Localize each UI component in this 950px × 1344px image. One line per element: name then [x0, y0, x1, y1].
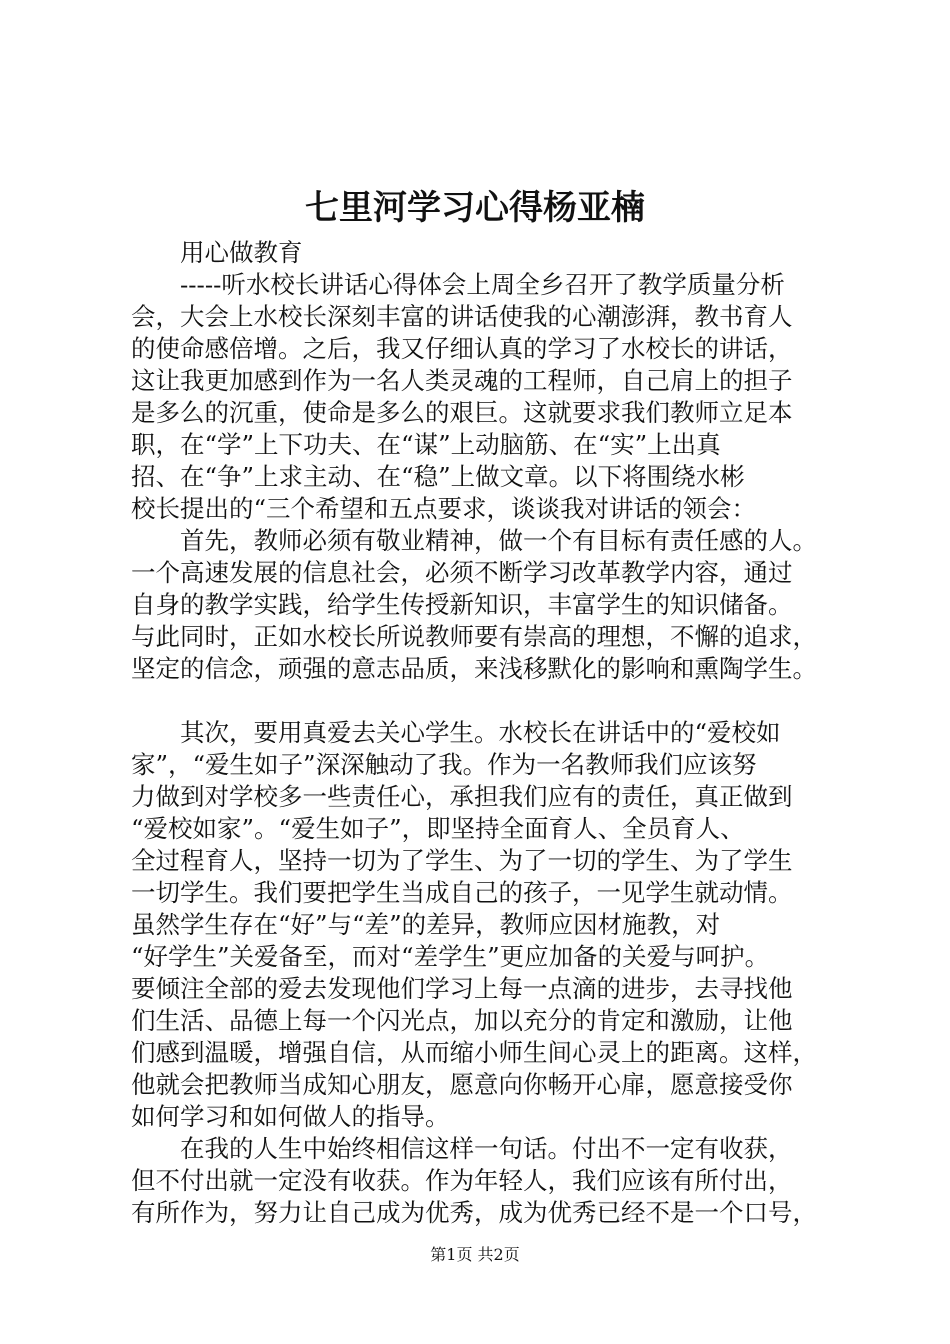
text-line: 自身的教学实践，给学生传授新知识，丰富学生的知识储备。 [131, 590, 793, 619]
text-line: 虽然学生存在“好”与“差”的差异，教师应因材施教，对 [131, 910, 721, 939]
text-line: 会，大会上水校长深刻丰富的讲话使我的心潮澎湃，教书育人 [131, 302, 793, 331]
text-line: 他就会把教师当成知心朋友，愿意向你畅开心扉，愿意接受你 [131, 1070, 793, 1099]
text-line: 招、在“争”上求主动、在“稳”上做文章。以下将围绕水彬 [131, 462, 745, 491]
text-line: 如何学习和如何做人的指导。 [131, 1102, 450, 1131]
text-line: “爱校如家”。“爱生如子”，即坚持全面育人、全员育人、 [131, 814, 745, 843]
text-line: 其次，要用真爱去关心学生。水校长在讲话中的“爱校如 [131, 718, 781, 747]
text-line: 的使命感倍增。之后，我又仔细认真的学习了水校长的讲话， [131, 334, 793, 363]
text-line: 力做到对学校多一些责任心，承担我们应有的责任，真正做到 [131, 782, 793, 811]
text-line: 家”，“爱生如子”深深触动了我。作为一名教师我们应该努 [131, 750, 757, 779]
text-line: “好学生”关爱备至，而对“差学生”更应加备的关爱与呵护。 [131, 942, 770, 971]
text-line: 坚定的信念，顽强的意志品质，来浅移默化的影响和熏陶学生。 [131, 654, 817, 683]
text-line: 校长提出的“三个希望和五点要求，谈谈我对讲话的领会： [131, 494, 757, 523]
text-line: 职，在“学”上下功夫、在“谋”上动脑筋、在“实”上出真 [131, 430, 721, 459]
text-line: 全过程育人，坚持一切为了学生、为了一切的学生、为了学生 [131, 846, 793, 875]
text-line: -----听水校长讲话心得体会上周全乡召开了教学质量分析 [131, 270, 785, 299]
text-line: 是多么的沉重，使命是多么的艰巨。这就要求我们教师立足本 [131, 398, 793, 427]
text-line: 首先，教师必须有敬业精神，做一个有目标有责任感的人。 [131, 526, 817, 555]
text-line: 要倾注全部的爱去发现他们学习上每一点滴的进步，去寻找他 [131, 974, 793, 1003]
text-line: 一切学生。我们要把学生当成自己的孩子，一见学生就动情。 [131, 878, 793, 907]
page-footer: 第1页 共2页 [430, 1245, 520, 1264]
text-line: 用心做教育 [131, 238, 303, 267]
blank-line [131, 685, 831, 717]
text-line: 有所作为，努力让自己成为优秀，成为优秀已经不是一个口号， [131, 1198, 817, 1227]
text-line: 与此同时，正如水校长所说教师要有崇高的理想，不懈的追求， [131, 622, 817, 651]
text-line: 这让我更加感到作为一名人类灵魂的工程师，自己肩上的担子 [131, 366, 793, 395]
text-line: 们感到温暖，增强自信，从而缩小师生间心灵上的距离。这样， [131, 1038, 817, 1067]
document-title: 七里河学习心得杨亚楠 [305, 188, 645, 228]
text-line: 们生活、品德上每一个闪光点，加以充分的肯定和激励，让他 [131, 1006, 793, 1035]
text-line: 一个高速发展的信息社会，必须不断学习改革教学内容，通过 [131, 558, 793, 587]
text-line: 在我的人生中始终相信这样一句话。付出不一定有收获， [131, 1134, 793, 1163]
text-line: 但不付出就一定没有收获。作为年轻人，我们应该有所付出， [131, 1166, 793, 1195]
document-body [131, 237, 831, 1229]
